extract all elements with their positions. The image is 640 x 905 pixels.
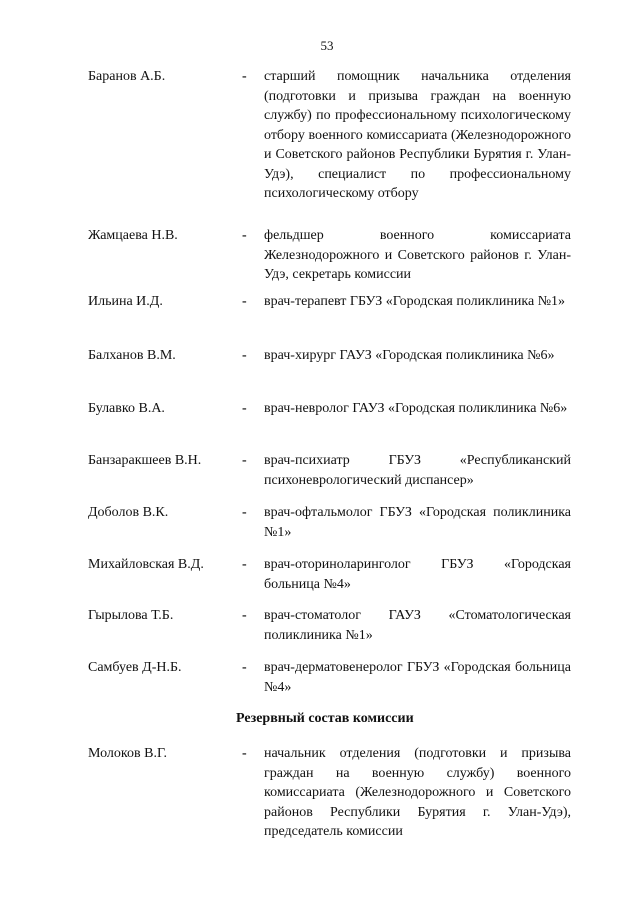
member-name: Баранов А.Б. — [88, 69, 166, 84]
dash-separator: - — [242, 453, 247, 468]
member-name: Балханов В.М. — [88, 348, 176, 363]
member-entry — [88, 555, 576, 594]
member-entry — [88, 292, 576, 312]
dash-separator: - — [242, 348, 247, 363]
member-name: Гырылова Т.Б. — [88, 608, 174, 623]
dash-separator: - — [242, 608, 247, 623]
reserve-heading: Резервный состав комиссии — [236, 711, 414, 726]
member-entry — [88, 226, 576, 285]
member-role: врач-невролог ГАУЗ «Городская поликлиника №6» — [264, 401, 568, 416]
page-number: 53 — [320, 38, 334, 53]
member-role: старший помощник начальника отделения (подготовки и призыва граждан на военную службу) по профессиональному психологическому отбору военного комиссариата (Железнодорожного и Советского районов Республики Бурятия г. Улан-Удэ), специалист по профессиональному психологическому отбору — [264, 69, 571, 201]
member-role: врач-офтальмолог ГБУЗ «Городская поликлиника №1» — [264, 505, 571, 540]
reserve-member-entry — [88, 744, 576, 842]
member-entry — [88, 451, 576, 490]
member-name: Банзаракшеев В.Н. — [88, 453, 202, 468]
member-entry — [88, 67, 576, 204]
member-entry — [88, 503, 576, 542]
dash-separator: - — [242, 660, 247, 675]
member-role: врач-оториноларинголог ГБУЗ «Городская больница №4» — [264, 557, 571, 592]
member-role: врач-психиатр ГБУЗ «Республиканский психоневрологический диспансер» — [264, 453, 571, 488]
dash-separator: - — [242, 228, 247, 243]
member-name: Доболов В.К. — [88, 505, 169, 520]
dash-separator: - — [242, 69, 247, 84]
member-entry — [88, 399, 576, 419]
member-role: врач-стоматолог ГАУЗ «Стоматологическая поликлиника №1» — [264, 608, 571, 643]
member-entry — [88, 346, 576, 366]
member-name: Ильина И.Д. — [88, 294, 163, 309]
dash-separator: - — [242, 294, 247, 309]
member-name: Молоков В.Г. — [88, 746, 167, 761]
member-role: фельдшер военного комиссариата Железнодорожного и Советского районов г. Улан-Удэ, секретарь комиссии — [264, 228, 571, 282]
member-name: Булавко В.А. — [88, 401, 165, 416]
dash-separator: - — [242, 401, 247, 416]
dash-separator: - — [242, 557, 247, 572]
member-name: Жамцаева Н.В. — [88, 228, 178, 243]
member-entry — [88, 658, 576, 697]
dash-separator: - — [242, 505, 247, 520]
member-entry — [88, 606, 576, 645]
dash-separator: - — [242, 746, 247, 761]
member-role: врач-терапевт ГБУЗ «Городская поликлиника №1» — [264, 294, 566, 309]
member-role: врач-дерматовенеролог ГБУЗ «Городская больница №4» — [264, 660, 571, 695]
member-name: Михайловская В.Д. — [88, 557, 204, 572]
member-role: начальник отделения (подготовки и призыва граждан на военную службу) военного комиссариата (Железнодорожного и Советского районов Республики Бурятия г. Улан-Удэ), председатель комиссии — [264, 746, 571, 839]
member-name: Самбуев Д-Н.Б. — [88, 660, 182, 675]
member-role: врач-хирург ГАУЗ «Городская поликлиника №6» — [264, 348, 555, 363]
